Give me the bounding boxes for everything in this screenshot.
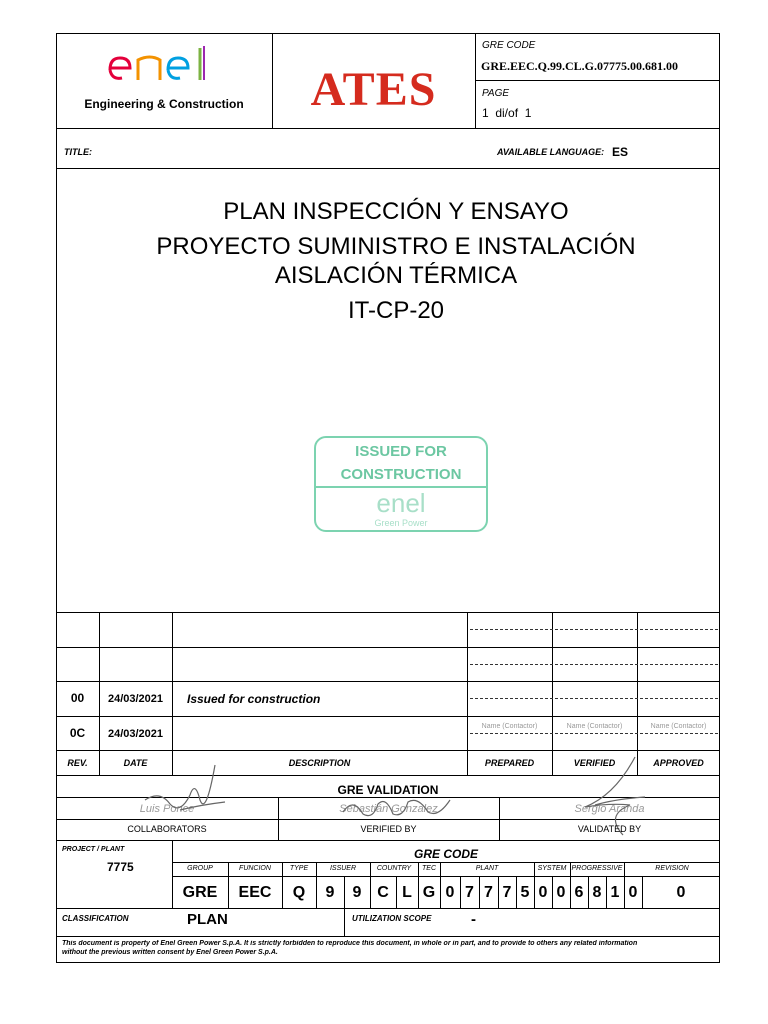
gre-code-column-label: ISSUER	[329, 865, 357, 872]
collaborators-label: COLLABORATORS	[127, 824, 207, 834]
verified-by-label: VERIFIED BY	[360, 824, 417, 834]
available-language-value: ES	[612, 145, 629, 159]
verified-signature	[338, 792, 458, 827]
gre-code-column-label: REVISION	[655, 865, 689, 872]
gre-code-char: G	[422, 884, 436, 901]
gre-code-char: 7	[502, 884, 512, 901]
footer-disclaimer-line-1: This document is property of Enel Green Power S.p.A. It is strictly forbidden to reproduce this document, in whole or in part, and to provide to others any related information	[62, 940, 638, 947]
stamp-line-2: CONSTRUCTION	[340, 466, 462, 483]
utilization-scope-value: -	[471, 911, 476, 928]
gre-code-char: 9	[325, 884, 335, 901]
contractor-logo: ATES	[310, 63, 437, 116]
gre-code-char: L	[402, 884, 412, 901]
gre-code-column-label: TEC	[422, 865, 436, 872]
revision-row-1-rev: 00	[70, 691, 85, 705]
page-label: PAGE	[482, 88, 510, 99]
description-header: DESCRIPTION	[288, 758, 351, 768]
gre-code-char: 8	[592, 884, 602, 901]
stamp-enel-logo: enel	[376, 488, 426, 518]
company-subtitle: Engineering & Construction	[84, 97, 244, 111]
gre-code-char: Q	[292, 884, 306, 901]
gre-validation-title: GRE VALIDATION	[337, 783, 439, 797]
verified-placeholder: Name (Contactor)	[566, 723, 623, 730]
title-label: TITLE:	[64, 147, 92, 157]
gre-code-column-label: SYSTEM	[537, 865, 567, 872]
enel-logo	[104, 40, 214, 86]
stamp-subtitle: Green Power	[374, 518, 428, 528]
gre-code-char: 0	[556, 884, 566, 901]
gre-code-char: 9	[352, 884, 362, 901]
stamp-line-1: ISSUED FOR	[355, 443, 447, 460]
gre-code-column-label: COUNTRY	[376, 865, 412, 872]
gre-code-column-label: TYPE	[289, 865, 309, 872]
footer-disclaimer-line-2: without the previous written consent by Enel Green Power S.p.A.	[62, 949, 278, 956]
classification-value: PLAN	[187, 911, 228, 928]
page-value: 1 di/of 1	[482, 106, 532, 120]
gre-code-column-label: GROUP	[187, 865, 213, 872]
rev-header: REV.	[67, 758, 88, 768]
gre-code-char: 1	[610, 884, 620, 901]
available-language-label: AVAILABLE LANGUAGE:	[497, 147, 605, 157]
gre-code-label: GRE CODE	[482, 40, 536, 51]
gre-code-char: EEC	[238, 884, 272, 901]
gre-code-char: 7	[465, 884, 474, 901]
gre-code-char: 7	[484, 884, 493, 901]
collaborators-signature	[140, 760, 230, 825]
prepared-placeholder: Name (Contactor)	[481, 723, 538, 730]
gre-code-column-label: PROGRESSIVE	[571, 865, 623, 872]
gre-code-char: 0	[628, 884, 638, 901]
issued-for-construction-stamp	[314, 436, 488, 532]
gre-code-char: 0	[676, 884, 686, 901]
prepared-header: PREPARED	[484, 758, 535, 768]
validated-by-name: Sergio Aranda	[574, 803, 645, 815]
gre-code-title: GRE CODE	[413, 847, 478, 861]
gre-code-char: 0	[538, 884, 548, 901]
gre-code-value: GRE.EEC.Q.99.CL.G.07775.00.681.00	[481, 59, 679, 73]
project-plant-value: 7775	[107, 860, 134, 874]
gre-code-char: C	[377, 884, 389, 901]
document-code: IT-CP-20	[347, 297, 445, 324]
classification-label: CLASSIFICATION	[62, 914, 129, 923]
verified-by-name: Sebastián Gonzalez	[339, 803, 438, 815]
approved-header: APPROVED	[653, 758, 704, 768]
revision-row-2-date: 24/03/2021	[107, 728, 164, 740]
revision-row-2-rev: 0C	[69, 726, 86, 740]
gre-code-char: 6	[574, 884, 584, 901]
title-line-2: PROYECTO SUMINISTRO E INSTALACIÓN	[156, 233, 636, 260]
title-line-1: PLAN INSPECCIÓN Y ENSAYO	[223, 198, 569, 225]
utilization-scope-label: UTILIZATION SCOPE	[352, 914, 432, 923]
revision-row-1-date: 24/03/2021	[107, 693, 164, 705]
revision-row-1-description: Issued for construction	[187, 692, 321, 706]
gre-code-char: GRE	[182, 884, 218, 901]
gre-code-column-label: FUNCION	[239, 865, 271, 872]
date-header: DATE	[123, 758, 148, 768]
validated-by-label: VALIDATED BY	[577, 824, 642, 834]
gre-code-column-label: PLANT	[475, 865, 499, 872]
approved-placeholder: Name (Contactor)	[650, 723, 707, 730]
verified-header: VERIFIED	[573, 758, 616, 768]
project-plant-label: PROJECT / PLANT	[62, 846, 125, 853]
gre-code-char: 0	[445, 884, 455, 901]
gre-code-char: 5	[520, 884, 530, 901]
collaborators-name: Luis Ponce	[139, 803, 195, 815]
title-line-3: AISLACIÓN TÉRMICA	[274, 262, 518, 289]
